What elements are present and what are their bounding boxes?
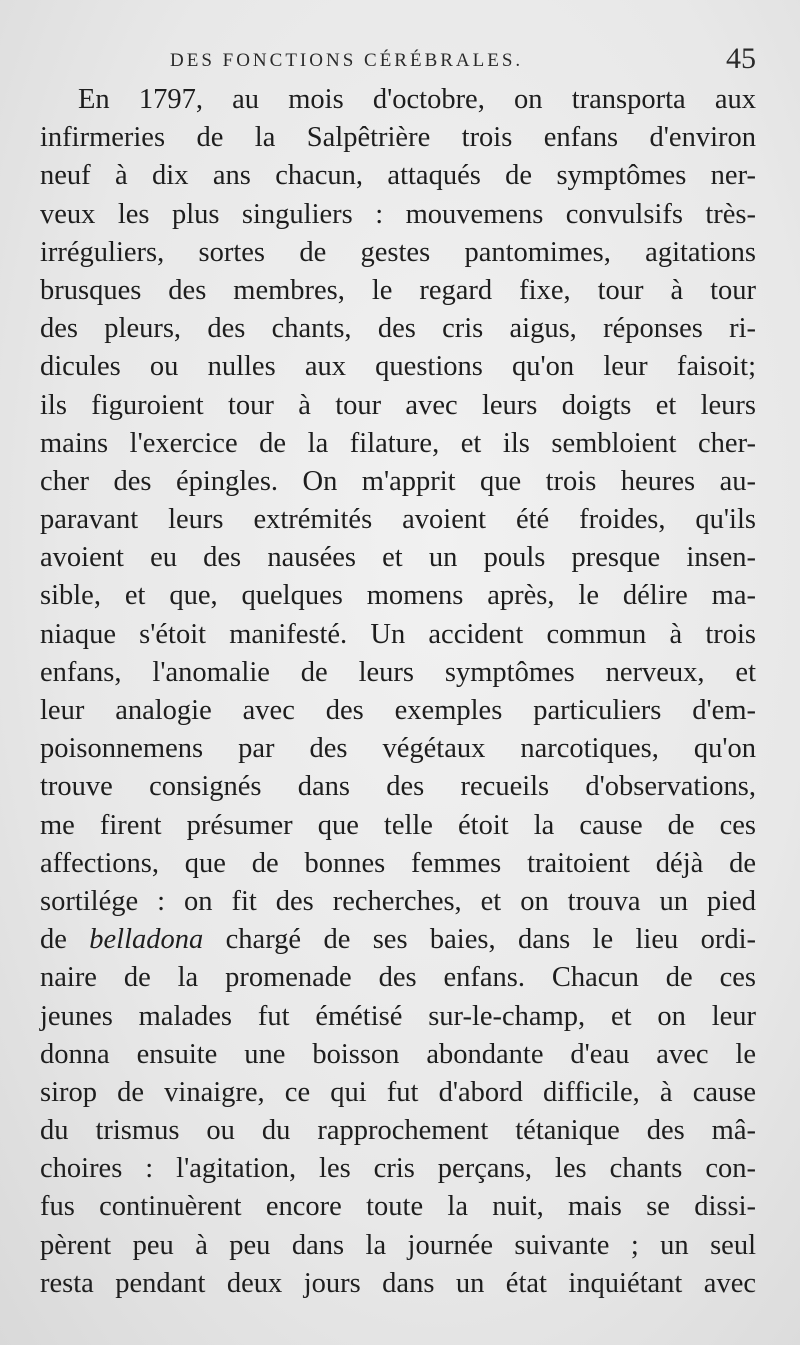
text-line: paravant leurs extrémités avoient été froides, qu'ils (40, 504, 756, 536)
page-header (0, 40, 800, 80)
text-line: brusques des membres, le regard fixe, tour à tour (40, 274, 756, 306)
text-line: trouve consignés dans des recueils d'observations, (40, 771, 756, 803)
text-line: ils figuroient tour à tour avec leurs doigts et leurs (40, 389, 756, 421)
body-text (40, 81, 756, 1303)
text-line: jeunes malades fut émétisé sur-le-champ, et on leur (40, 1000, 756, 1032)
text-line: sible, et que, quelques momens après, le délire ma- (40, 580, 756, 612)
text-line: cher des épingles. On m'apprit que trois heures au- (40, 465, 756, 497)
text-segment: de (40, 924, 90, 956)
text-line: enfans, l'anomalie de leurs symptômes nerveux, et (40, 656, 756, 688)
text-line: resta pendant deux jours dans un état inquiétant avec (40, 1267, 756, 1299)
text-line: du trismus ou du rapprochement tétanique des mâ- (40, 1115, 756, 1147)
running-head: DES FONCTIONS CÉRÉBRALES. (170, 50, 524, 71)
text-line: fus continuèrent encore toute la nuit, mais se dissi- (40, 1191, 756, 1223)
text-line: mains l'exercice de la filature, et ils sembloient cher- (40, 427, 756, 459)
page-number: 45 (726, 42, 756, 75)
text-line: dicules ou nulles aux questions qu'on leur faisoit; (40, 351, 756, 383)
text-line: sirop de vinaigre, ce qui fut d'abord difficile, à cause (40, 1076, 756, 1108)
text-line: naire de la promenade des enfans. Chacun de ces (40, 962, 756, 994)
text-line: irréguliers, sortes de gestes pantomimes, agitations (40, 236, 756, 268)
text-line: donna ensuite une boisson abondante d'eau avec le (40, 1038, 756, 1070)
text-line: poisonnemens par des végétaux narcotiques, qu'on (40, 733, 756, 765)
text-line: affections, que de bonnes femmes traitoient déjà de (40, 847, 756, 879)
text-line: sortilége : on fit des recherches, et on trouva un pied (40, 885, 756, 917)
italic-term: belladona (89, 924, 204, 956)
text-segment: chargé de ses baies, dans le lieu ordi- (203, 924, 756, 956)
text-line: veux les plus singuliers : mouvemens convulsifs très- (40, 198, 756, 230)
text-line: niaque s'étoit manifesté. Un accident commun à trois (40, 618, 756, 650)
text-line: me firent présumer que telle étoit la cause de ces (40, 809, 756, 841)
text-line: avoient eu des nausées et un pouls presque insen- (40, 542, 756, 574)
text-line: infirmeries de la Salpêtrière trois enfans d'environ (40, 122, 756, 154)
text-line: choires : l'agitation, les cris perçans, les chants con- (40, 1153, 756, 1185)
text-line: En 1797, au mois d'octobre, on transporta aux (78, 84, 756, 115)
text-line-with-italic (40, 921, 756, 959)
text-line: pèrent peu à peu dans la journée suivante ; un seul (40, 1229, 756, 1261)
text-line: neuf à dix ans chacun, attaqués de symptômes ner- (40, 160, 756, 192)
text-line: des pleurs, des chants, des cris aigus, réponses ri- (40, 313, 756, 345)
text-line: leur analogie avec des exemples particuliers d'em- (40, 695, 756, 726)
